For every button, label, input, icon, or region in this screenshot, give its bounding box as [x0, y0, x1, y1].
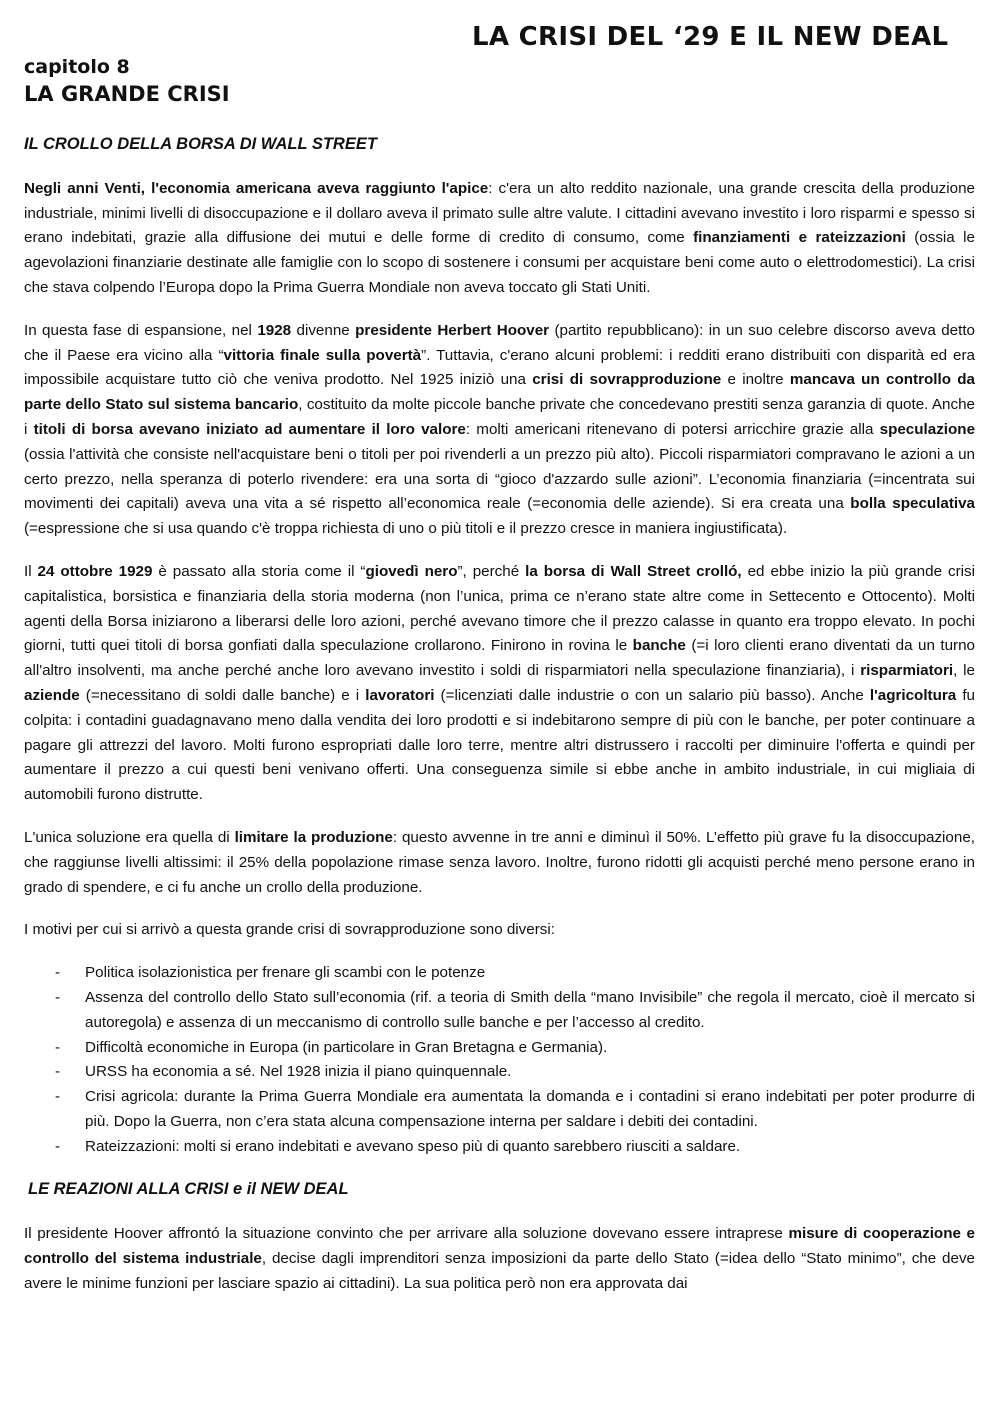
bold-text: crisi di sovrapproduzione [532, 371, 722, 389]
text-run: (=licenziati dalle industrie o con un salario più basso). Anche [434, 686, 870, 704]
bold-text: titoli di borsa avevano iniziato ad aumentare il loro valore [33, 420, 466, 438]
text-run: fu colpita: i contadini guadagnavano meno dalla vendita dei loro prodotti e si indebitarono sempre di più con le banche, per poter continuare a pagare gli attrezzi del lavoro. Molti furono espropriati dalle loro terre, mentre altri distrussero i raccolti per diminuire l'offerta e quindi per aumentare il prezzo a cui questi beni venivano offerti. Una conseguenza simile si ebbe anche in ambito industriale, in cui migliaia di automobili furono distrutte. [24, 686, 976, 804]
bold-text: 1928 [257, 321, 292, 339]
bold-text: bolla speculativa [850, 495, 975, 513]
list-item-text: Rateizzazioni: molti si erano indebitati e avevano speso più di quanto sarebbero riusciti a saldare. [85, 1137, 741, 1155]
text-run: : questo avvenne in tre anni e diminuì il 50%. L’effetto più grave fu la disoccupazione, che raggiunse livelli altissimi: il 25% della popolazione rimase senza lavoro. Inoltre, furono ridotti gli acquisti perché meno persone erano in grado di spendere, e ci fu anche un crollo della produzione. [24, 828, 975, 896]
text-run: (ossia l'attività che consiste nell'acquistare beni o titoli per poi rivenderli a un prezzo più alto). Piccoli risparmiatori compravano le azioni a un certo prezzo, nella speranza di poterlo rivendere: era una sorta di “gioco d'azzardo sulle azioni”. L’economia finanziaria (=incentrata sui movimenti dei capitali) aveva una vita a sé rispetto all’economica reale (=economia delle aziende). Si era creata una [24, 445, 975, 513]
paragraph [24, 918, 975, 943]
list-item [24, 1036, 975, 1061]
bold-text: finanziamenti e rateizzazioni [693, 229, 906, 247]
list-bullet: - [55, 1038, 61, 1056]
section-heading-new-deal: LE REAZIONI ALLA CRISI e il NEW DEAL [28, 1180, 349, 1199]
bold-text: la borsa di Wall Street crolló, [525, 562, 742, 580]
bold-text: Negli anni Venti, l'economia americana aveva raggiunto l'apice [24, 179, 489, 197]
bold-text: limitare la produzione [234, 828, 393, 846]
bold-text: presidente Herbert Hoover [355, 321, 550, 339]
text-run: ”. Tuttavia, c'erano alcuni problemi: i redditi erano distribuiti con disparità ed era impossibile acquistare tutto ciò che veniva prodotto. Nel 1925 iniziò una [24, 346, 975, 389]
text-run: I motivi per cui si arrivò a questa grande crisi di sovrapproduzione sono diversi: [24, 921, 555, 939]
causes-list [24, 961, 975, 1159]
bold-text: giovedì nero [365, 562, 458, 580]
list-item [24, 1085, 975, 1135]
bold-text: misure di cooperazione e controllo del sistema industriale [24, 1225, 975, 1268]
bold-text: l'agricoltura [869, 686, 957, 704]
bold-text: speculazione [879, 420, 976, 438]
chapter-number: capitolo 8 [24, 56, 130, 78]
text-run: In questa fase di espansione, nel [24, 321, 258, 339]
text-run: è passato alla storia come il “ [152, 562, 366, 580]
paragraph [24, 826, 975, 900]
list-item-text: Crisi agricola: durante la Prima Guerra Mondiale era aumentata la domanda e i contadini si erano indebitati per poter produrre di più. Dopo la Guerra, non c’era stata alcuna compensazione interna per saldare i debiti dei contadini. [85, 1088, 975, 1130]
text-run: Il presidente Hoover affrontó la situazione convinto che per arrivare alla soluzione dovevano essere intraprese [24, 1225, 789, 1243]
text-run: : c'era un alto reddito nazionale, una grande crescita della produzione industriale, minimi livelli di disoccupazione e il dollaro aveva il primato sulle altre valute. I cittadini avevano investito i loro risparmi e spesso si erano indebitati, grazie alla diffusione dei mutui e delle forme di credito di consumo, come [24, 179, 975, 247]
paragraph [24, 560, 975, 808]
list-item [24, 961, 975, 986]
list-item-text: Assenza del controllo dello Stato sull’economia (rif. a teoria di Smith della “mano Invisibile” che regola il mercato, cioè il mercato si autoregola) e assenza di un meccanismo di controllo sulle banche e per l’accesso al credito. [85, 988, 975, 1031]
text-run: (=i loro clienti erano diventati da un turno all'altro insolventi, ma anche perché anche loro avevano investito i soldi di risparmiatori nella speculazione finanziaria), i [24, 637, 975, 680]
text-run: : molti americani ritenevano di potersi arricchire grazie alla [465, 420, 880, 438]
bold-text: risparmiatori [860, 662, 954, 680]
text-run: (partito repubblicano): in un suo celebre discorso aveva detto che il Paese era vicino alla “ [24, 321, 975, 364]
text-run: , costituito da molte piccole banche private che concedevano prestiti senza garanzia di quote. Anche i [24, 396, 975, 438]
paragraph [24, 1222, 975, 1296]
text-run: e inoltre [721, 371, 790, 389]
text-run: (ossia le agevolazioni finanziarie destinate alle famiglie con lo scopo di sostenere i consumi per acquistare beni come auto o elettrodomestici). La crisi che stava colpendo l’Europa dopo la Prima Guerra Mondiale non aveva toccato gli Stati Uniti. [24, 229, 976, 296]
section-heading-wall-street: IL CROLLO DELLA BORSA DI WALL STREET [24, 135, 377, 153]
document-body [24, 132, 975, 1315]
chapter-title: LA GRANDE CRISI [24, 82, 230, 106]
list-bullet: - [55, 988, 61, 1006]
text-run: , decise dagli imprenditori senza imposizioni da parte dello Stato (=idea dello “Stato minimo”, che deve avere le minime funzioni per lasciare spazio ai cittadini). La sua politica però non era approvata dai [24, 1250, 975, 1292]
paragraph [24, 177, 975, 301]
bold-text: vittoria finale sulla povertà [223, 346, 422, 364]
text-run: (=espressione che si usa quando c'è troppa richiesta di uno o più titoli e il prezzo cresce in maniera ingiustificata). [24, 520, 788, 538]
bold-text: 24 ottobre 1929 [37, 562, 153, 580]
list-bullet: - [55, 964, 61, 982]
text-run: L'unica soluzione era quella di [24, 828, 235, 846]
text-run: Il [24, 562, 38, 580]
bold-text: lavoratori [365, 686, 435, 704]
bold-text: mancava un controllo da parte dello Stato sul sistema bancario [24, 371, 975, 414]
text-run: ed ebbe inizio la più grande crisi capitalistica, borsistica e finanziaria della storia moderna (non l’unica, prima ce n’erano state altre come in Settecento e Ottocento). Molti agenti della Borsa iniziarono a liberarsi delle loro azioni, perché avevano timore che il prezzo calasse in quanto era troppo elevato. In pochi giorni, tutti quei titoli di borsa gonfiati dalla speculazione crollarono. Finirono in rovina le [24, 562, 975, 655]
bold-text: aziende [24, 686, 80, 704]
list-item [24, 1135, 975, 1160]
text-run: ”, perché [457, 562, 526, 580]
list-bullet: - [55, 1088, 61, 1106]
paragraph [24, 319, 975, 542]
section-new-deal-paragraphs [24, 1222, 975, 1296]
list-item [24, 1060, 975, 1085]
text-run: (=necessitano di soldi dalle banche) e i [79, 686, 366, 704]
list-item [24, 986, 975, 1036]
list-item-text: URSS ha economia a sé. Nel 1928 inizia il piano quinquennale. [85, 1063, 512, 1081]
bold-text: banche [632, 637, 686, 655]
list-bullet: - [55, 1137, 61, 1155]
text-run: , le [953, 662, 975, 680]
list-item-text: Politica isolazionistica per frenare gli scambi con le potenze [85, 964, 486, 982]
page-title: LA CRISI DEL ‘29 E IL NEW DEAL [472, 22, 949, 52]
list-item-text: Difficoltà economiche in Europa (in particolare in Gran Bretagna e Germania). [85, 1038, 608, 1056]
list-bullet: - [55, 1063, 61, 1081]
section-wall-street-paragraphs [24, 177, 975, 943]
text-run: divenne [291, 321, 356, 339]
